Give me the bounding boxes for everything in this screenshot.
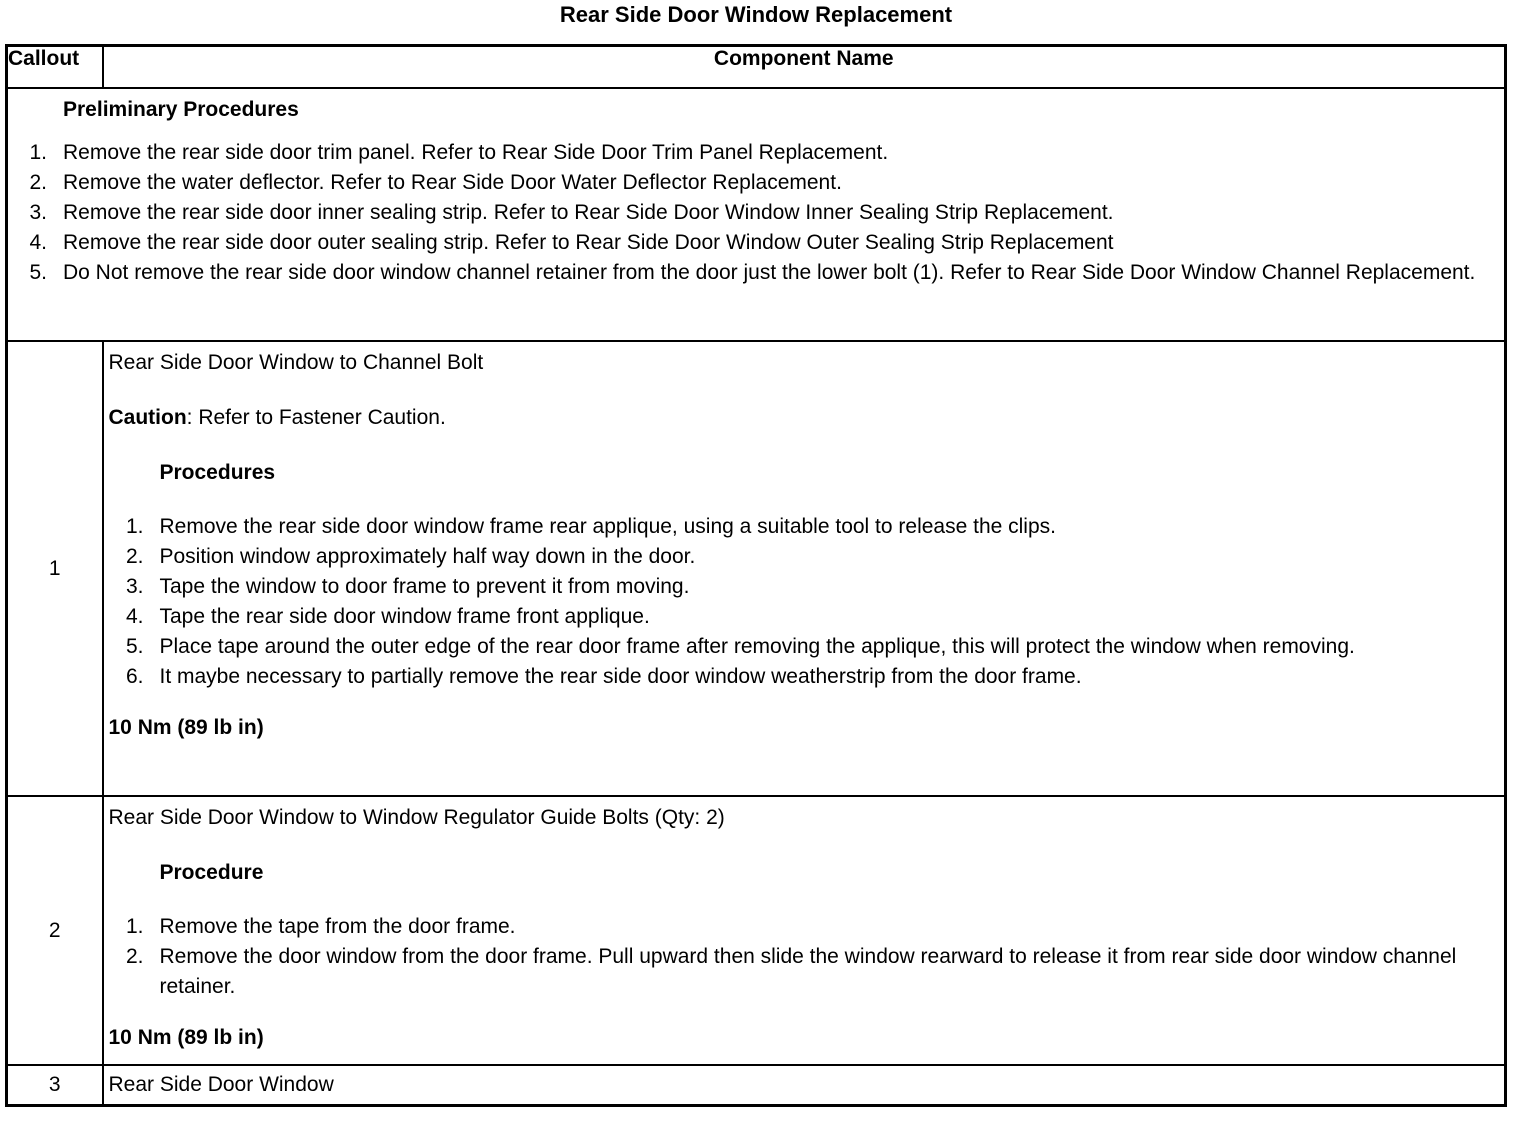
step-text: It maybe necessary to partially remove the rear side door window weatherstrip from the door frame. xyxy=(159,665,1082,688)
list-item xyxy=(8,198,1504,228)
component-name: Rear Side Door Window to Channel Bolt xyxy=(108,351,484,374)
step-text: Remove the rear side door inner sealing strip. Refer to Rear Side Door Window Inner Sealing Strip Replacement. xyxy=(63,201,1114,224)
list-item xyxy=(109,912,1505,942)
list-item xyxy=(109,512,1505,542)
callout-cell: 1 xyxy=(7,341,103,796)
list-item xyxy=(109,542,1505,572)
step-number: 3. xyxy=(29,201,47,224)
step-text: Remove the tape from the door frame. xyxy=(159,915,516,938)
list-item xyxy=(109,942,1505,1002)
component-cell xyxy=(103,796,1506,1065)
step-number: 2. xyxy=(125,545,144,568)
procedure-heading: Procedures xyxy=(159,461,276,484)
step-number: 2. xyxy=(29,171,47,194)
list-item xyxy=(109,572,1505,602)
step-number: 1. xyxy=(29,141,47,164)
component-cell xyxy=(103,341,1506,796)
caution-text: : Refer to Fastener Caution. xyxy=(186,406,446,429)
list-item xyxy=(109,662,1505,692)
step-number: 1. xyxy=(125,915,144,938)
step-number: 2. xyxy=(125,945,144,968)
preliminary-steps-list xyxy=(8,138,1504,288)
callout-cell: 3 xyxy=(7,1065,103,1105)
step-number: 1. xyxy=(125,515,144,538)
callout-cell: 2 xyxy=(7,796,103,1065)
component-name: Rear Side Door Window to Window Regulator Guide Bolts (Qty: 2) xyxy=(108,806,725,829)
table-row xyxy=(7,1065,1506,1105)
table-row xyxy=(7,796,1506,1065)
procedure-table xyxy=(5,44,1507,1107)
list-item xyxy=(8,138,1504,168)
torque-spec: 10 Nm (89 lb in) xyxy=(108,1026,264,1049)
component-cell xyxy=(103,1065,1506,1105)
list-item xyxy=(109,632,1505,662)
procedure-steps-list xyxy=(109,512,1505,692)
callout-column-header: Callout xyxy=(7,46,103,89)
preliminary-procedures-row xyxy=(7,88,1506,341)
procedure-steps-list xyxy=(109,912,1505,1002)
step-text: Tape the window to door frame to prevent it from moving. xyxy=(159,575,690,598)
list-item xyxy=(109,602,1505,632)
document-title: Rear Side Door Window Replacement xyxy=(559,2,953,27)
step-number: 5. xyxy=(29,261,47,284)
step-text: Tape the rear side door window frame front applique. xyxy=(159,605,650,628)
step-text: Remove the rear side door outer sealing strip. Refer to Rear Side Door Window Outer Sealing Strip Replacement xyxy=(63,231,1114,254)
list-item xyxy=(8,228,1504,258)
step-text: Remove the rear side door trim panel. Refer to Rear Side Door Trim Panel Replacement. xyxy=(63,141,889,164)
table-header-row xyxy=(7,46,1506,89)
table-row xyxy=(7,341,1506,796)
list-item xyxy=(8,168,1504,198)
preliminary-heading: Preliminary Procedures xyxy=(63,98,299,121)
step-number: 4. xyxy=(29,231,47,254)
step-text: Remove the door window from the door frame. Pull upward then slide the window rearward to release it from rear side door window channel retainer. xyxy=(159,945,1457,998)
step-number: 6. xyxy=(125,665,144,688)
step-text: Remove the rear side door window frame rear applique, using a suitable tool to release the clips. xyxy=(159,515,1056,538)
step-number: 4. xyxy=(125,605,144,628)
component-name: Rear Side Door Window xyxy=(108,1072,334,1096)
step-text: Place tape around the outer edge of the rear door frame after removing the applique, this will protect the window when removing. xyxy=(159,635,1355,658)
step-number: 5. xyxy=(125,635,144,658)
caution-note xyxy=(109,405,1505,431)
step-text: Remove the water deflector. Refer to Rear Side Door Water Deflector Replacement. xyxy=(63,171,842,194)
step-text: Position window approximately half way down in the door. xyxy=(159,545,696,568)
list-item xyxy=(8,258,1504,288)
preliminary-procedures-cell xyxy=(7,88,1506,341)
step-text: Do Not remove the rear side door window channel retainer from the door just the lower bolt (1). Refer to Rear Side Door Window Channel Replacement. xyxy=(63,261,1476,284)
procedure-heading: Procedure xyxy=(159,861,264,884)
component-column-header: Component Name xyxy=(103,46,1506,89)
torque-spec: 10 Nm (89 lb in) xyxy=(108,716,264,739)
step-number: 3. xyxy=(125,575,144,598)
caution-label: Caution xyxy=(108,406,187,429)
